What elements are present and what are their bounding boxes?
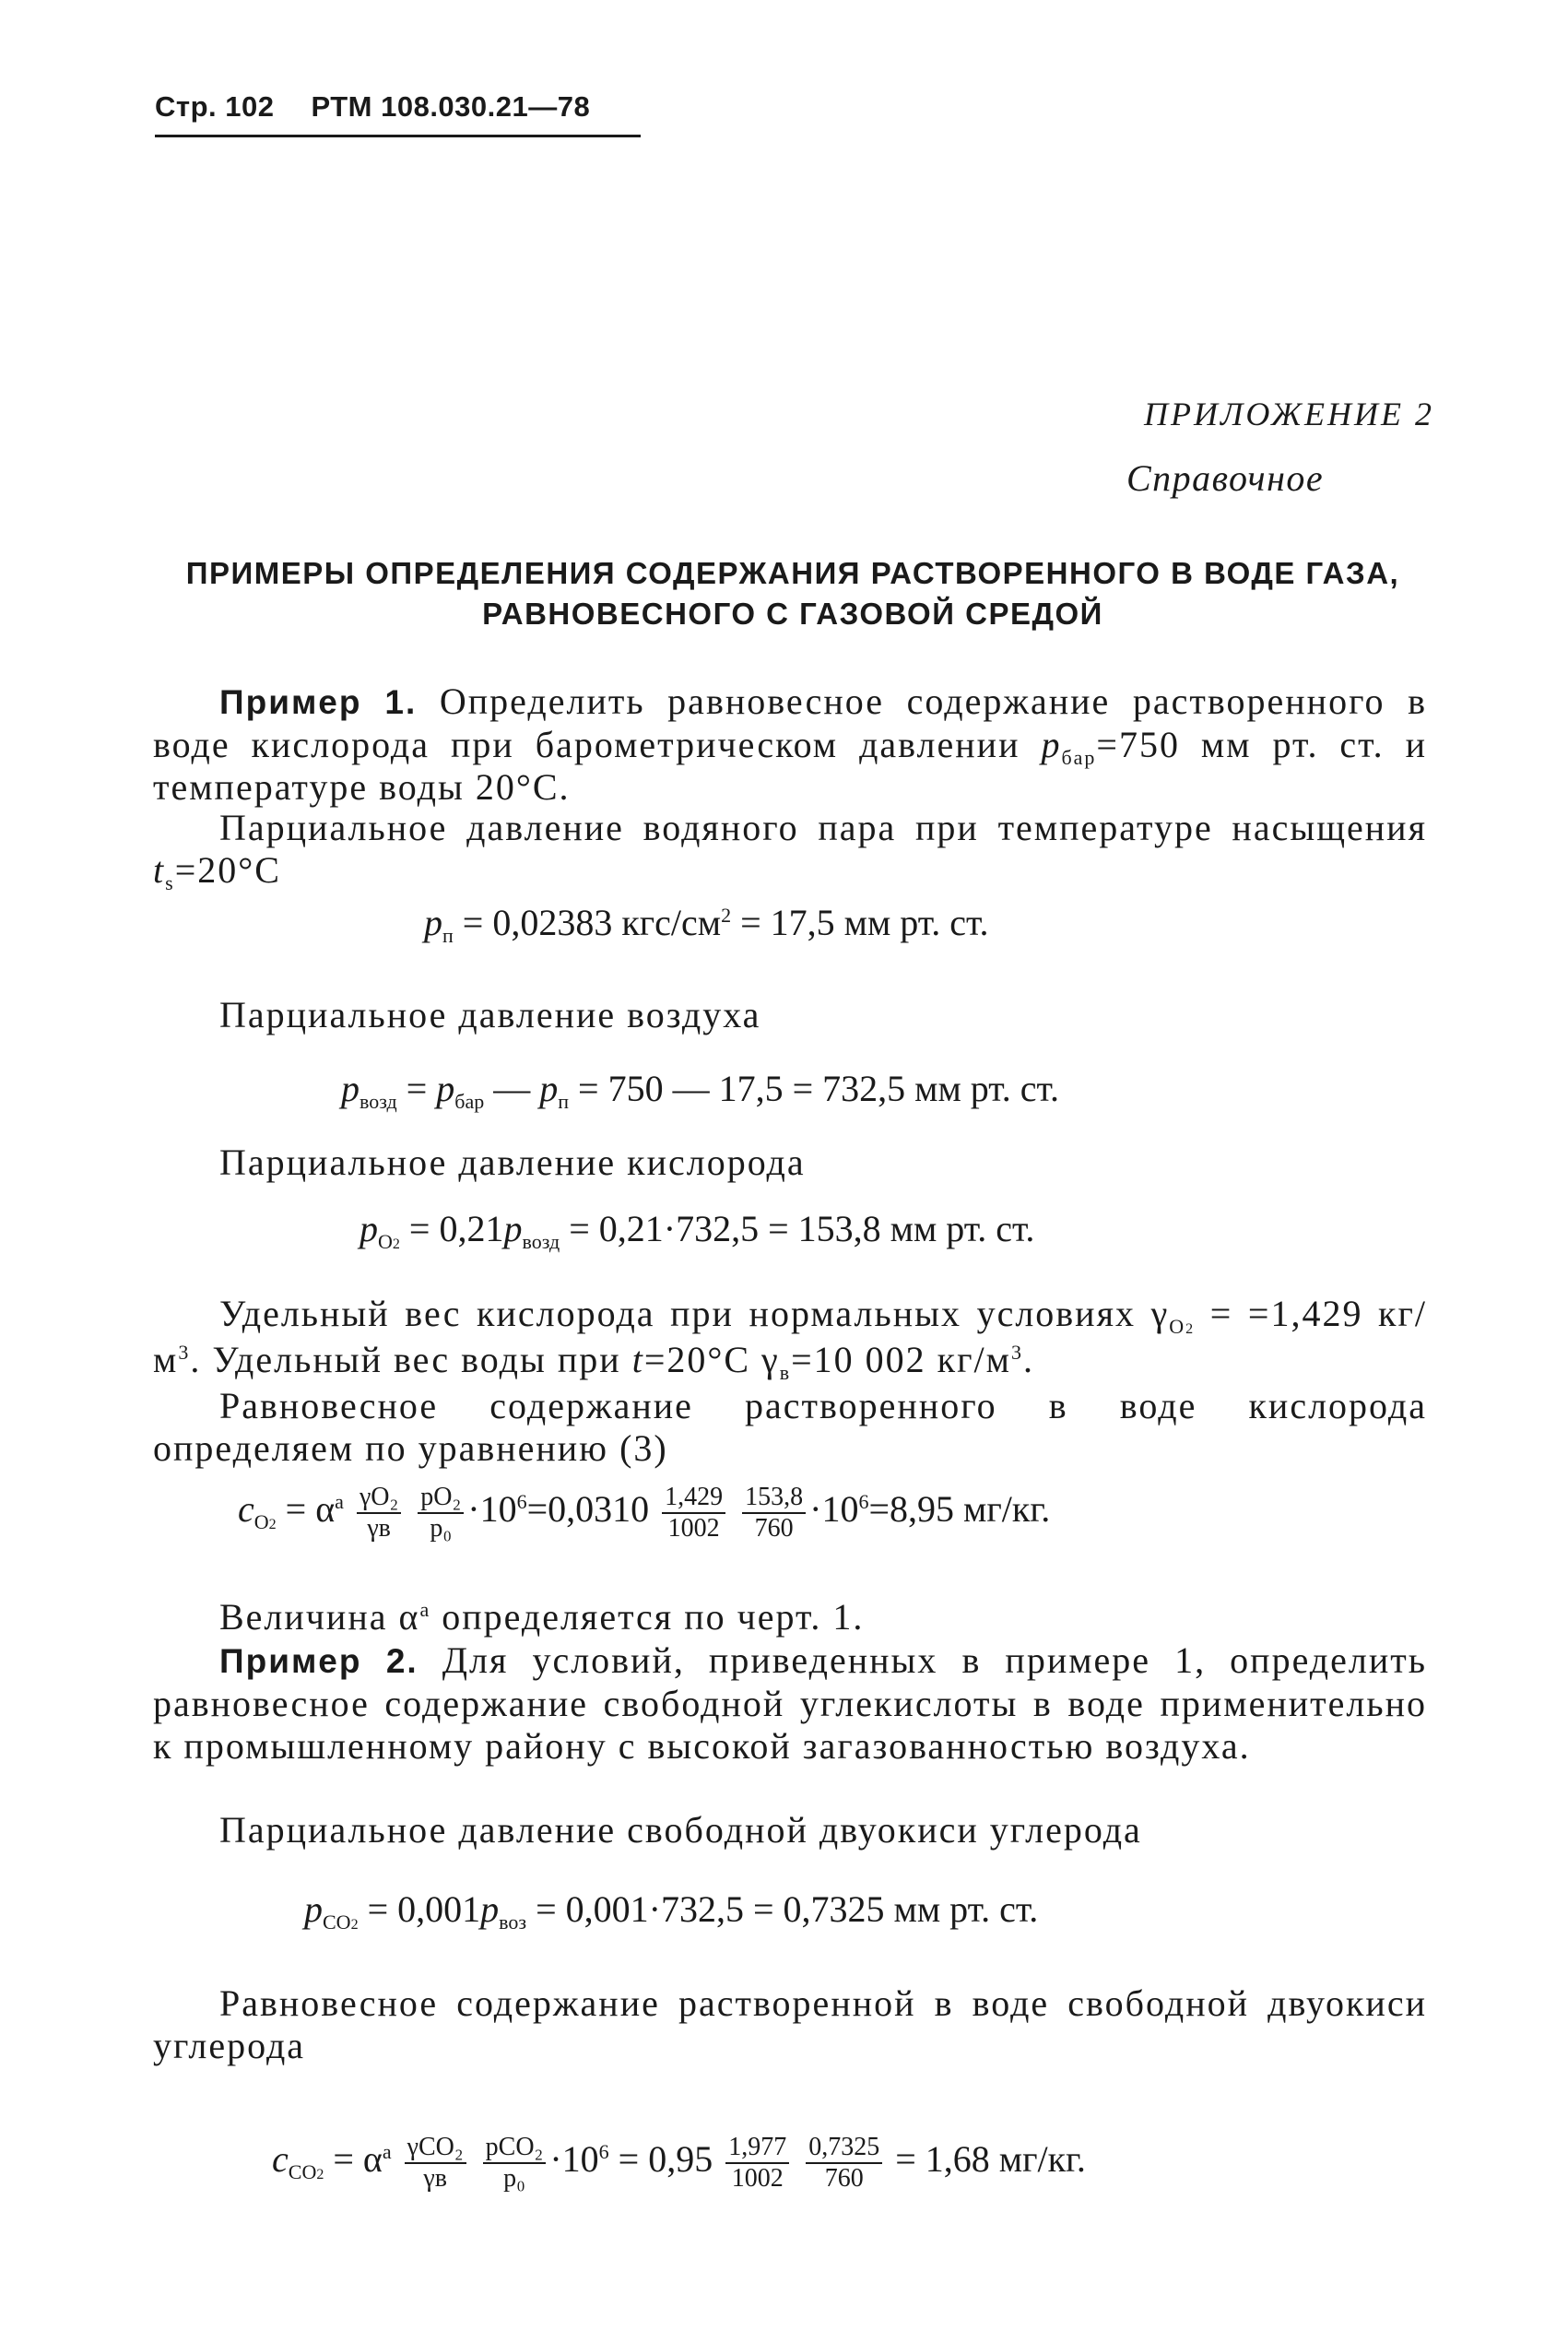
equilibrium-oxygen-intro: Равновесное содержание растворенного в воде кислорода определяем по уравнению (3) [153,1385,1427,1469]
page-header [155,90,590,124]
document-code: РТМ 108.030.21—78 [311,90,591,123]
section-title: ПРИМЕРЫ ОПРЕДЕЛЕНИЯ СОДЕРЖАНИЯ РАСТВОРЕННОГО В ВОДЕ ГАЗА, РАВНОВЕСНОГО С ГАЗОВОЙ СРЕДОЙ [185,556,1400,631]
equation-oxygen-pressure: $p_{O2} = 0,21p_{возд} = 0,21\cdot 732,5 = 153,8$ мм рт. ст. [360,1208,1035,1253]
alpha-note: Величина $\alpha^a$ определяется по черт. 1. [219,1596,865,1638]
air-pressure-intro: Парциальное давление воздуха [219,994,761,1035]
vapor-pressure-intro: Парциальное давление водяного пара при температуре насыщения $t_s=20^\circ С$ [153,807,1427,894]
example2-label: Пример 2. [219,1642,419,1680]
example1-label: Пример 1. [219,683,418,721]
co2-pressure-intro: Парциальное давление свободной двуокиси углерода [219,1809,1142,1851]
fraction-pressure: $\frac{\text{pO₂}}{\text{p₀}}$ [418,1483,464,1544]
specific-weight-paragraph: Удельный вес кислорода при нормальных условиях $\gamma_{O2} = =1,429$ $кг/м^3$. Удельный вес воды при t=20°С $\gamma_в=10$ 002 $кг/м^3$. [153,1293,1427,1384]
equilibrium-co2-intro: Равновесное содержание растворенной в воде свободной двуокиси углерода [153,1982,1427,2066]
equation-oxygen-content: $c_{O2} = \alpha^a$ $\frac{\text{γO₂}}{\gamma в}$ $\frac{\text{pO₂}}{\text{p₀}}$ $\cdot 10^6=0,0310$ $\frac{1,429}{1002}$ $\frac{153,8}{760}$ $\cdot 10^6=8,95$ мг/кг. [238,1483,1051,1543]
fraction-gamma-co2: $\frac{\text{γCO₂}}{\gamma в}$ [405,2133,466,2194]
fraction-weights: $\frac{1,429}{1002}$ [662,1483,725,1544]
example2-paragraph: Пример 2. Для условий, приведенных в примере 1, определить равновесное содержание свободной углекислоты в воде применительно к промышленному району с высокой загазованностью воздуха. [153,1639,1427,1767]
oxygen-pressure-intro: Парциальное давление кислорода [219,1141,806,1183]
fraction-gamma: $\frac{\text{γO₂}}{\gamma в}$ [357,1483,401,1544]
header-rule [155,135,641,137]
equation-air-pressure: $p_{возд} = p_{бар}$ — $p_п = 750$ — 17,5 = 732,5 мм рт. ст. [341,1068,1059,1113]
equation-vapor-pressure: $p_п = 0,02383$ кгс/$см^2 = 17,5$ мм рт. ст. [424,902,989,947]
fraction-pressures: $\frac{153,8}{760}$ [742,1483,806,1544]
appendix-label: ПРИЛОЖЕНИЕ 2 [1144,396,1434,432]
page-number: Стр. 102 [155,90,275,123]
appendix-status: Справочное [1126,457,1325,499]
equation-co2-content: $c_{CO2} = \alpha^a$ $\frac{\text{γCO₂}}{\gamma в}$ $\frac{\text{pCO₂}}{\text{p₀}}$ $\cdot 10^6 = 0,95$ $\frac{1,977}{1002}$ $\frac{0,7325}{760}$ = 1,68 мг/кг. [272,2133,1086,2193]
equation-co2-pressure: $p_{CO2} = 0,001p_{воз} = 0,001\cdot 732,5 = 0,7325$ мм рт. ст. [304,1888,1039,1934]
fraction-pressure-co2: $\frac{\text{pCO₂}}{\text{p₀}}$ [483,2133,547,2194]
fraction-weights-co2: $\frac{1,977}{1002}$ [725,2133,789,2194]
example1-paragraph: Пример 1. Определить равновесное содержание растворенного в воде кислорода при барометрическом давлении $p_{бар}=750$ мм рт. ст. и температуре воды 20°С. [153,680,1427,808]
fraction-pressures-co2: $\frac{0,7325}{760}$ [806,2133,882,2194]
